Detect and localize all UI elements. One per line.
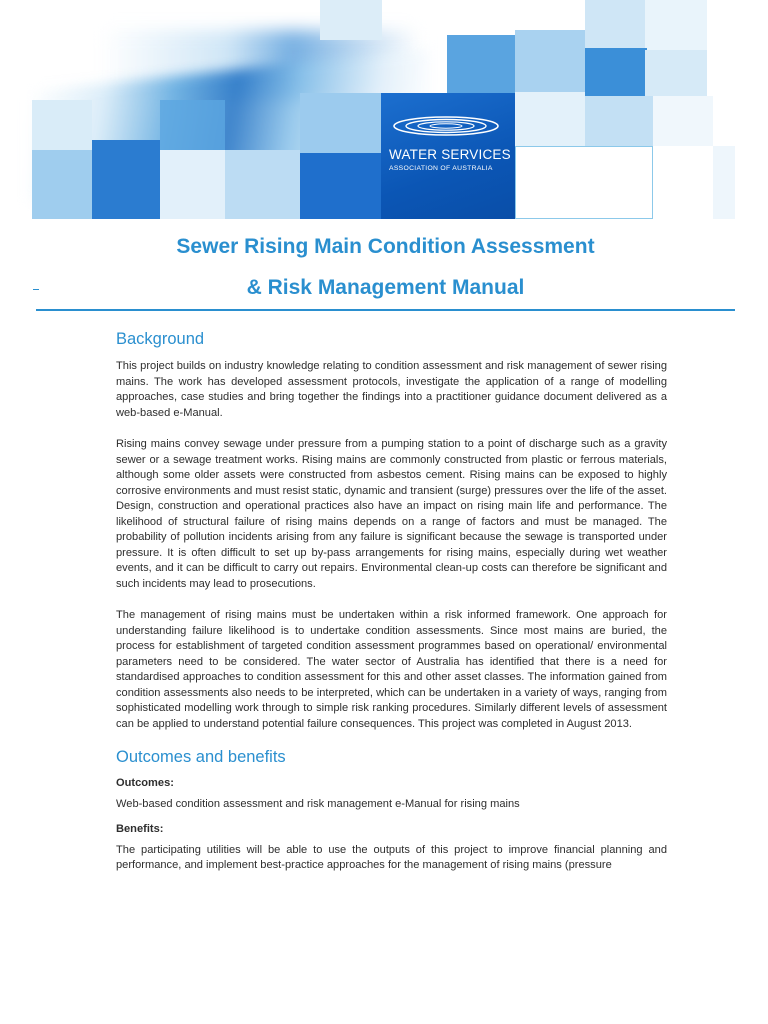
title-line-1: Sewer Rising Main Condition Assessment bbox=[176, 235, 595, 258]
outcomes-text: Web-based condition assessment and risk management e-Manual for rising mains bbox=[116, 798, 520, 810]
decorative-dash bbox=[33, 289, 39, 290]
banner-tile bbox=[300, 153, 381, 219]
outcomes-label: Outcomes: bbox=[116, 777, 174, 789]
banner-tile bbox=[585, 96, 655, 146]
banner-tile bbox=[300, 93, 381, 153]
banner-tile bbox=[585, 0, 647, 48]
background-paragraph-1: This project builds on industry knowledge relating to condition assessment and risk management of sewer rising mains. The work has developed assessment protocols, investigate the application of a range of modelling approaches, case studies and bring together the findings into a practitioner guidance document delivered as a web-based e-Manual. bbox=[116, 360, 667, 419]
logo-subtitle: ASSOCIATION OF AUSTRALIA bbox=[389, 165, 493, 172]
logo-rings-icon bbox=[391, 115, 501, 137]
benefits-label: Benefits: bbox=[116, 822, 164, 835]
logo-title: WATER SERVICES bbox=[389, 147, 511, 162]
banner-tile bbox=[32, 150, 92, 219]
benefits-text: The participating utilities will be able to use the outputs of this project to improve financial planning and performance, and implement best-practice approaches for the management of rising mains (pressure bbox=[116, 843, 667, 871]
banner-tile bbox=[645, 0, 707, 50]
banner-outline-tile bbox=[515, 146, 653, 219]
header-banner bbox=[0, 0, 768, 225]
document-body bbox=[116, 330, 667, 890]
banner-tile bbox=[447, 35, 515, 93]
banner-tile bbox=[515, 92, 585, 146]
document-title bbox=[36, 226, 735, 308]
banner-tile bbox=[653, 96, 713, 146]
outcomes-heading: Outcomes and benefits bbox=[116, 748, 286, 766]
background-paragraph-2: Rising mains convey sewage under pressure from a pumping station to a point of discharge such as a gravity sewer or a sewage treatment works. Rising mains are commonly constructed from plastic or ferrous materials, although some older assets were constructed from asbestos cement. Rising mains can be exposed to highly corrosive environments and must resist static, dynamic and transient (surge) pressures over the life of the asset. Design, construction and operational practices also have an impact on rising main life and performance. The likelihood of structural failure of rising mains depends on a range of factors and must be managed. The probability of pollution incidents arising from any failure is significant because the sewage is transported under pressure. It is often difficult to set up by-pass arrangements for rising mains, especially during wet weather events, and it can be difficult to carry out repairs. Environmental clean-up costs can therefore be significant and such incidents may lead to prosecutions. bbox=[116, 438, 667, 590]
banner-tile bbox=[160, 100, 225, 150]
banner-tile bbox=[320, 0, 382, 40]
banner-tile bbox=[645, 50, 707, 96]
background-heading: Background bbox=[116, 330, 205, 348]
banner-tile bbox=[515, 30, 585, 92]
banner-tile bbox=[160, 150, 225, 219]
title-divider bbox=[36, 309, 735, 311]
title-line-2: & Risk Management Manual bbox=[246, 276, 525, 299]
banner-tile bbox=[585, 48, 647, 96]
wsaa-logo bbox=[381, 93, 515, 219]
background-paragraph-3: The management of rising mains must be undertaken within a risk informed framework. One approach for understanding failure likelihood is to undertake condition assessments. Since most mains are buried, the process for establishment of targeted condition assessment programmes based on operational/ environmental parameters need to be considered. The water sector of Australia has identified that there is a need for standardised approaches to condition assessment for this and other asset classes. The information gained from condition assessments also needs to be interpreted, which can be undertaken in a variety of ways, ranging from sophisticated modelling work through to simple risk ranking procedures. Similarly different levels of assessment can be applied to understand potential failure consequences. This project was completed in August 2013. bbox=[116, 609, 667, 730]
banner-tile bbox=[713, 146, 735, 219]
banner-tile bbox=[92, 140, 160, 219]
banner-tile bbox=[32, 100, 92, 150]
banner-tile bbox=[225, 150, 300, 219]
